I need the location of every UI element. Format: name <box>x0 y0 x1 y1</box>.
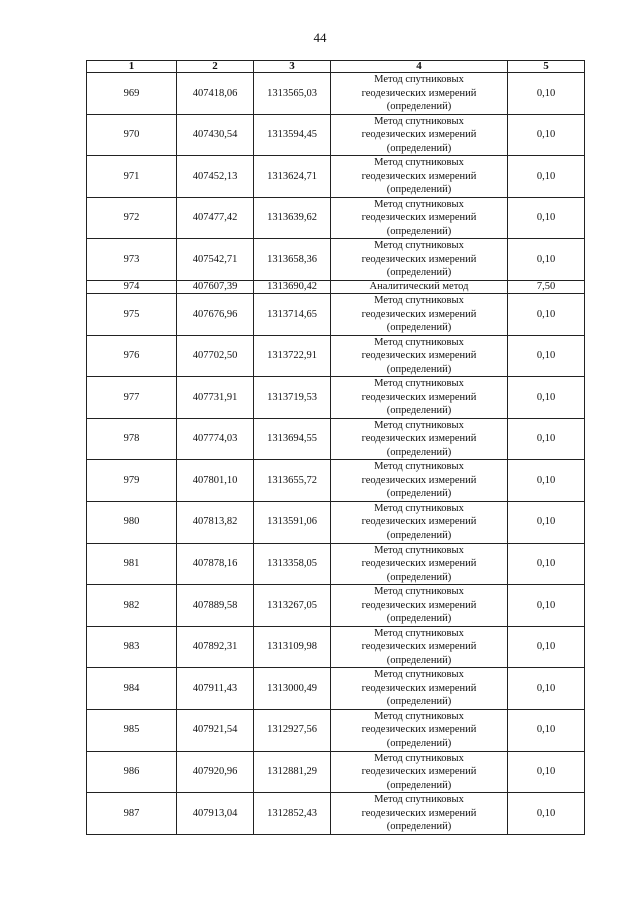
point-number-cell: 982 <box>87 585 177 627</box>
method-cell <box>331 585 508 627</box>
method-line: Метод спутниковых <box>374 419 464 431</box>
method-line: геодезических измерений <box>361 433 477 445</box>
y-coordinate-cell: 1313719,53 <box>254 377 331 419</box>
table-row <box>87 197 585 239</box>
accuracy-cell: 0,10 <box>508 239 585 281</box>
y-coordinate-cell: 1313591,06 <box>254 501 331 543</box>
method-cell <box>331 293 508 335</box>
point-number-cell: 981 <box>87 543 177 585</box>
y-coordinate-cell: 1313658,36 <box>254 239 331 281</box>
method-line: геодезических измерений <box>361 516 477 528</box>
method-line: геодезических измерений <box>361 474 477 486</box>
method-cell: Аналитический метод <box>331 280 508 293</box>
accuracy-cell: 0,10 <box>508 793 585 835</box>
method-cell <box>331 418 508 460</box>
method-line: геодезических измерений <box>361 599 477 611</box>
x-coordinate-cell: 407889,58 <box>177 585 254 627</box>
method-line: (определений) <box>386 488 452 500</box>
x-coordinate-cell: 407452,13 <box>177 156 254 198</box>
table-row <box>87 709 585 751</box>
method-cell <box>331 335 508 377</box>
point-number-cell: 971 <box>87 156 177 198</box>
x-coordinate-cell: 407430,54 <box>177 114 254 156</box>
method-cell <box>331 626 508 668</box>
x-coordinate-cell: 407892,31 <box>177 626 254 668</box>
method-line: Метод спутниковых <box>374 157 464 169</box>
accuracy-cell: 0,10 <box>508 668 585 710</box>
column-header-4: 4 <box>331 61 508 73</box>
accuracy-cell: 0,10 <box>508 156 585 198</box>
method-line: (определений) <box>386 571 452 583</box>
table-row <box>87 114 585 156</box>
method-line: геодезических измерений <box>361 807 477 819</box>
x-coordinate-cell: 407731,91 <box>177 377 254 419</box>
method-line: Метод спутниковых <box>374 502 464 514</box>
method-cell <box>331 156 508 198</box>
point-number-cell: 973 <box>87 239 177 281</box>
point-number-cell: 976 <box>87 335 177 377</box>
method-line: (определений) <box>386 225 452 237</box>
method-line: (определений) <box>386 405 452 417</box>
column-header-2: 2 <box>177 61 254 73</box>
y-coordinate-cell: 1313109,98 <box>254 626 331 668</box>
method-line: (определений) <box>386 267 452 279</box>
method-line: Метод спутниковых <box>374 115 464 127</box>
method-line: (определений) <box>386 184 452 196</box>
method-cell <box>331 460 508 502</box>
y-coordinate-cell: 1313358,05 <box>254 543 331 585</box>
table-row <box>87 793 585 835</box>
method-line: геодезических измерений <box>361 350 477 362</box>
point-number-cell: 974 <box>87 280 177 293</box>
method-line: геодезических измерений <box>361 212 477 224</box>
y-coordinate-cell: 1313565,03 <box>254 73 331 115</box>
method-line: (определений) <box>386 446 452 458</box>
method-line: (определений) <box>386 779 452 791</box>
table-row <box>87 460 585 502</box>
method-line: геодезических измерений <box>361 766 477 778</box>
point-number-cell: 970 <box>87 114 177 156</box>
method-line: Метод спутниковых <box>374 586 464 598</box>
x-coordinate-cell: 407813,82 <box>177 501 254 543</box>
method-cell <box>331 668 508 710</box>
method-line: геодезических измерений <box>361 253 477 265</box>
method-cell <box>331 73 508 115</box>
method-line: Метод спутниковых <box>374 198 464 210</box>
accuracy-cell: 0,10 <box>508 460 585 502</box>
table-row <box>87 418 585 460</box>
method-line: геодезических измерений <box>361 682 477 694</box>
y-coordinate-cell: 1313694,55 <box>254 418 331 460</box>
method-line: геодезических измерений <box>361 558 477 570</box>
table-row <box>87 293 585 335</box>
table-row <box>87 751 585 793</box>
method-line: геодезических измерений <box>361 129 477 141</box>
method-line: Метод спутниковых <box>374 544 464 556</box>
method-line: (определений) <box>386 322 452 334</box>
accuracy-cell: 7,50 <box>508 280 585 293</box>
accuracy-cell: 0,10 <box>508 418 585 460</box>
method-cell <box>331 114 508 156</box>
point-number-cell: 980 <box>87 501 177 543</box>
method-line: геодезических измерений <box>361 641 477 653</box>
method-line: (определений) <box>386 696 452 708</box>
method-line: (определений) <box>386 737 452 749</box>
point-number-cell: 987 <box>87 793 177 835</box>
table-body <box>87 73 585 835</box>
method-line: Метод спутниковых <box>374 336 464 348</box>
column-header-3: 3 <box>254 61 331 73</box>
point-number-cell: 979 <box>87 460 177 502</box>
table-row <box>87 335 585 377</box>
method-line: Метод спутниковых <box>374 378 464 390</box>
method-line: Метод спутниковых <box>374 74 464 86</box>
accuracy-cell: 0,10 <box>508 114 585 156</box>
table-row <box>87 377 585 419</box>
method-line: геодезических измерений <box>361 391 477 403</box>
table-row <box>87 585 585 627</box>
accuracy-cell: 0,10 <box>508 543 585 585</box>
y-coordinate-cell: 1313000,49 <box>254 668 331 710</box>
x-coordinate-cell: 407774,03 <box>177 418 254 460</box>
accuracy-cell: 0,10 <box>508 293 585 335</box>
x-coordinate-cell: 407913,04 <box>177 793 254 835</box>
method-cell <box>331 751 508 793</box>
table-header-row <box>87 61 585 73</box>
x-coordinate-cell: 407542,71 <box>177 239 254 281</box>
point-number-cell: 975 <box>87 293 177 335</box>
table-row <box>87 156 585 198</box>
method-line: (определений) <box>386 101 452 113</box>
x-coordinate-cell: 407702,50 <box>177 335 254 377</box>
accuracy-cell: 0,10 <box>508 335 585 377</box>
table-row <box>87 668 585 710</box>
point-number-cell: 984 <box>87 668 177 710</box>
method-cell <box>331 239 508 281</box>
column-header-1: 1 <box>87 61 177 73</box>
method-line: геодезических измерений <box>361 87 477 99</box>
point-number-cell: 986 <box>87 751 177 793</box>
method-line: (определений) <box>386 613 452 625</box>
point-number-cell: 978 <box>87 418 177 460</box>
point-number-cell: 977 <box>87 377 177 419</box>
x-coordinate-cell: 407477,42 <box>177 197 254 239</box>
accuracy-cell: 0,10 <box>508 751 585 793</box>
method-cell <box>331 709 508 751</box>
x-coordinate-cell: 407921,54 <box>177 709 254 751</box>
method-cell <box>331 197 508 239</box>
y-coordinate-cell: 1313639,62 <box>254 197 331 239</box>
method-line: Метод спутниковых <box>374 295 464 307</box>
table-row <box>87 501 585 543</box>
method-cell <box>331 543 508 585</box>
x-coordinate-cell: 407911,43 <box>177 668 254 710</box>
y-coordinate-cell: 1313722,91 <box>254 335 331 377</box>
table-row <box>87 626 585 668</box>
accuracy-cell: 0,10 <box>508 73 585 115</box>
x-coordinate-cell: 407676,96 <box>177 293 254 335</box>
method-line: (определений) <box>386 654 452 666</box>
y-coordinate-cell: 1313594,45 <box>254 114 331 156</box>
accuracy-cell: 0,10 <box>508 197 585 239</box>
point-number-cell: 983 <box>87 626 177 668</box>
method-line: (определений) <box>386 142 452 154</box>
method-line: (определений) <box>386 529 452 541</box>
y-coordinate-cell: 1313267,05 <box>254 585 331 627</box>
y-coordinate-cell: 1313655,72 <box>254 460 331 502</box>
method-line: геодезических измерений <box>361 170 477 182</box>
y-coordinate-cell: 1312852,43 <box>254 793 331 835</box>
y-coordinate-cell: 1313690,42 <box>254 280 331 293</box>
accuracy-cell: 0,10 <box>508 626 585 668</box>
method-line: Метод спутниковых <box>374 752 464 764</box>
point-number-cell: 985 <box>87 709 177 751</box>
y-coordinate-cell: 1312881,29 <box>254 751 331 793</box>
method-line: Метод спутниковых <box>374 627 464 639</box>
method-line: Метод спутниковых <box>374 794 464 806</box>
accuracy-cell: 0,10 <box>508 585 585 627</box>
coordinates-table <box>86 60 585 835</box>
table-row <box>87 239 585 281</box>
accuracy-cell: 0,10 <box>508 709 585 751</box>
method-cell <box>331 501 508 543</box>
method-line: Метод спутниковых <box>374 669 464 681</box>
method-line: Метод спутниковых <box>374 710 464 722</box>
accuracy-cell: 0,10 <box>508 501 585 543</box>
method-line: (определений) <box>386 821 452 833</box>
x-coordinate-cell: 407801,10 <box>177 460 254 502</box>
column-header-5: 5 <box>508 61 585 73</box>
table-row <box>87 73 585 115</box>
method-line: геодезических измерений <box>361 724 477 736</box>
x-coordinate-cell: 407878,16 <box>177 543 254 585</box>
page-number: 44 <box>313 30 327 45</box>
method-cell <box>331 793 508 835</box>
accuracy-cell: 0,10 <box>508 377 585 419</box>
table-row <box>87 543 585 585</box>
y-coordinate-cell: 1313624,71 <box>254 156 331 198</box>
x-coordinate-cell: 407607,39 <box>177 280 254 293</box>
method-line: геодезических измерений <box>361 308 477 320</box>
x-coordinate-cell: 407418,06 <box>177 73 254 115</box>
method-line: (определений) <box>386 363 452 375</box>
table-row <box>87 280 585 293</box>
method-line: Метод спутниковых <box>374 240 464 252</box>
method-line: Метод спутниковых <box>374 461 464 473</box>
point-number-cell: 969 <box>87 73 177 115</box>
method-cell <box>331 377 508 419</box>
point-number-cell: 972 <box>87 197 177 239</box>
y-coordinate-cell: 1312927,56 <box>254 709 331 751</box>
x-coordinate-cell: 407920,96 <box>177 751 254 793</box>
y-coordinate-cell: 1313714,65 <box>254 293 331 335</box>
